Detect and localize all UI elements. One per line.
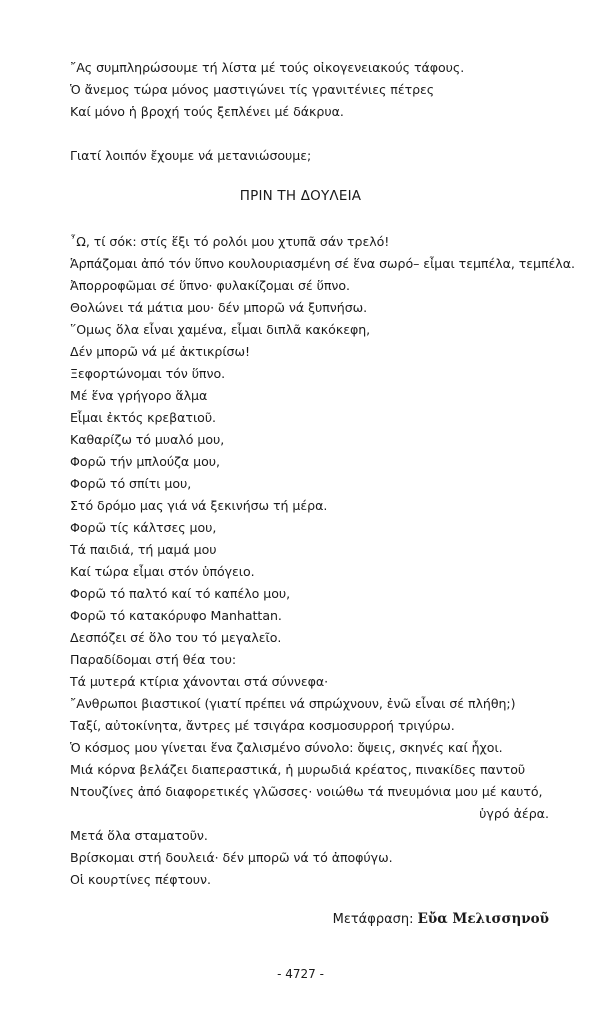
poem-line: Μιά κόρνα βελάζει διαπεραστικά, ἡ μυρωδιά κρέατος, πινακίδες παντοῦ [70,762,526,777]
intro-line: ῎Ας συμπληρώσουμε τή λίστα μέ τούς οἰκογενειακούς τάφους. [70,60,465,75]
poem-line: Ταξί, αὐτοκίνητα, ἄντρες μέ τσιγάρα κοσμοσυρροή τριγύρω. [70,718,455,733]
poem-line: Ντουζίνες ἀπό διαφορετικές γλῶσσες· νοιώθω τά πνευμόνια μου μέ καυτό, [70,784,543,799]
poem-line: Φορῶ τό κατακόρυφο Manhattan. [70,608,282,623]
poem-line: Φορῶ τό σπίτι μου, [70,476,192,491]
intro-line: Ὁ ἄνεμος τώρα μόνος μαστιγώνει τίς γρανιτένιες πέτρες [70,82,435,97]
poem-line: Ἁρπάζομαι ἀπό τόν ὕπνο κουλουριασμένη σέ ἕνα σωρό– εἶμαι τεμπέλα, τεμπέλα. [70,256,575,271]
poem-title: ΠΡΙΝ ΤΗ ΔΟΥΛΕΙΑ [239,188,362,204]
poem-line: Καθαρίζω τό μυαλό μου, [70,432,225,447]
poem-line: Ὁ κόσμος μου γίνεται ἕνα ζαλισμένο σύνολο: ὄψεις, σκηνές καί ἦχοι. [70,740,503,755]
closing-line: Βρίσκομαι στή δουλειά· δέν μπορῶ νά τό ἀποφύγω. [70,850,393,865]
closing-line: Οἱ κουρτίνες πέφτουν. [70,872,211,887]
poem-line: Ἀπορροφῶμαι σέ ὕπνο· φυλακίζομαι σέ ὕπνο. [70,278,350,293]
translator-credit [333,910,549,929]
translator-name: Εὔα Μελισσηνοῦ [417,911,549,927]
poem-line: Καί τώρα εἶμαι στόν ὑπόγειο. [70,564,255,579]
poem-line: Στό δρόμο μας γιά νά ξεκινήσω τή μέρα. [70,498,328,513]
poem-line: ῎Ανθρωποι βιαστικοί (γιατί πρέπει νά σπρώχνουν, ἐνῶ εἶναι σέ πλήθη;) [70,696,516,711]
poem-line-continuation: ὑγρό ἀέρα. [479,806,549,821]
poem-line: Τά μυτερά κτίρια χάνονται στά σύννεφα· [70,674,329,689]
intro-line: Γιατί λοιπόν ἔχουμε νά μετανιώσουμε; [70,148,312,163]
poem-line: Δεσπόζει σέ ὅλο του τό μεγαλεῖο. [70,630,282,645]
poem-line: Φορῶ τήν μπλούζα μου, [70,454,220,469]
poem-line: ῞Ομως ὅλα εἶναι χαμένα, εἶμαι διπλᾶ κακόκεφη, [70,322,371,337]
translator-label: Μετάφραση: [332,912,418,927]
poem-line: Δέν μπορῶ νά μέ ἀκτικρίσω! [70,344,250,359]
poem-line: Φορῶ τίς κάλτσες μου, [70,520,217,535]
poem-line: Μέ ἕνα γρήγορο ἅλμα [70,388,208,403]
closing-line: Μετά ὅλα σταματοῦν. [70,828,208,843]
intro-line: Καί μόνο ἡ βροχή τούς ξεπλένει μέ δάκρυα. [70,104,344,119]
poem-line: Τά παιδιά, τή μαμά μου [70,542,217,557]
poem-line: Φορῶ τό παλτό καί τό καπέλο μου, [70,586,291,601]
poem-line: Εἶμαι ἐκτός κρεβατιοῦ. [70,410,217,425]
page-number: - 4727 - [277,967,324,981]
poem-line: Ξεφορτώνομαι τόν ὕπνο. [70,366,226,381]
poem-line: ῏Ω, τί σόκ: στίς ἕξι τό ρολόι μου χτυπᾶ σάν τρελό! [70,234,390,249]
poem-line: Θολώνει τά μάτια μου· δέν μπορῶ νά ξυπνήσω. [70,300,368,315]
poem-line: Παραδίδομαι στή θέα του: [70,652,237,667]
